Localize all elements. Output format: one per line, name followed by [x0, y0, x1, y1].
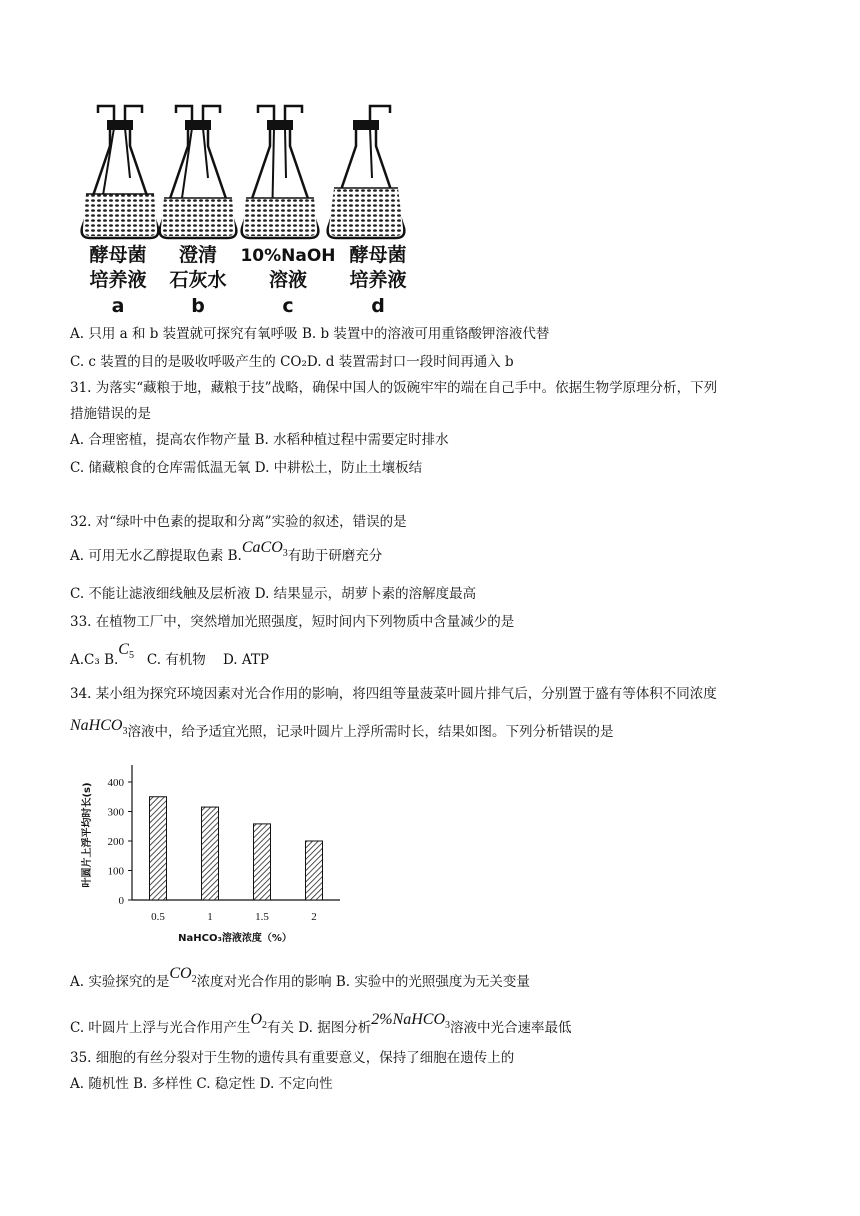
nahco3-2pct-sub: 3: [445, 1020, 450, 1032]
flask-d-letter: d: [371, 295, 385, 317]
y-axis-label: 叶圆片上浮平均时长(s): [82, 782, 93, 888]
y-tick-label: 300: [107, 806, 124, 819]
q30-options-cd: C. c 装置的目的是吸收呼吸产生的 CO₂D. d 装置需封口一段时间再通入 b: [70, 354, 514, 370]
flask-apparatus-figure: [78, 98, 418, 318]
caco3-sub: 3: [282, 548, 288, 560]
bar-1.5: [254, 824, 271, 900]
flask-a-letter: a: [111, 295, 125, 317]
bar-0.5: [150, 797, 167, 900]
flask-b-label-2: 石灰水: [169, 269, 227, 291]
q34-option-c-mid: 有关 D. 据图分析: [267, 1020, 372, 1036]
q31-options-ab: A. 合理密植，提高农作物产量 B. 水稻种植过程中需要定时排水: [70, 432, 449, 448]
q32-options-cd: C. 不能让滤液细线触及层析液 D. 结果显示，胡萝卜素的溶解度最高: [70, 586, 477, 602]
o2-base: O: [250, 1011, 262, 1028]
q33-options-cd: C. 有机物 D. ATP: [133, 652, 269, 668]
q33-option-a: A.C₃ B.: [70, 652, 119, 668]
o2-sub: 2: [262, 1020, 267, 1032]
co2-formula: [169, 965, 197, 986]
q32-options-ab: [70, 539, 383, 572]
q34-option-a-rest: 浓度对光合作用的影响 B. 实验中的光照强度为无关变量: [196, 974, 530, 990]
bar-chart: [70, 755, 370, 955]
nahco3-2pct-base: 2%NaHCO: [371, 1011, 445, 1028]
y-tick-label: 200: [107, 836, 124, 848]
flask-a: [82, 106, 159, 238]
flask-b: [160, 106, 237, 238]
q34-option-d-rest: 溶液中光合速率最低: [450, 1020, 572, 1036]
bar-1: [202, 807, 219, 900]
q33-stem: 33. 在植物工厂中，突然增加光照强度，短时间内下列物质中含量减少的是: [70, 614, 515, 630]
q32-option-a: A. 可用无水乙醇提取色素 B.: [70, 548, 242, 564]
flask-d-label-2: 培养液: [349, 269, 407, 291]
q35-options: A. 随机性 B. 多样性 C. 稳定性 D. 不定向性: [70, 1076, 333, 1092]
y-tick-label: 0: [118, 895, 124, 907]
x-tick-label: 2: [311, 911, 317, 923]
flask-a-label-2: 培养液: [89, 269, 147, 291]
q34-option-c-pre: C. 叶圆片上浮与光合作用产生: [70, 1020, 251, 1036]
o2-formula: [250, 1011, 267, 1032]
co2-base: CO: [169, 965, 192, 982]
q34-stem-line1: 34. 某小组为探究环境因素对光合作用的影响，将四组等量菠菜叶圆片排气后，分别置于盛有等体积不同浓度: [70, 686, 717, 702]
flask-b-letter: b: [191, 295, 205, 317]
bar-2: [306, 841, 323, 900]
q33-options: [70, 641, 269, 676]
flask-c: [242, 106, 319, 238]
q31-stem-line1: 31. 为落实“藏粮于地，藏粮于技”战略，确保中国人的饭碗牢牢的端在自己手中。依据生物学原理分析，下列: [70, 380, 718, 396]
caco3-base: CaCO: [241, 539, 283, 556]
y-tick-label: 400: [107, 777, 124, 789]
q31-options-cd: C. 储藏粮食的仓库需低温无氧 D. 中耕松土，防止土壤板结: [70, 460, 423, 476]
q34-option-a-pre: A. 实验探究的是: [70, 974, 170, 990]
x-tick-label: 1.5: [255, 911, 269, 923]
nahco3-sub: 3: [122, 726, 128, 738]
c5-formula: [118, 641, 134, 662]
nahco3-2pct-formula: [371, 1011, 450, 1032]
c5-base: C: [118, 641, 129, 658]
flask-a-label-1: 酵母菌: [89, 244, 147, 266]
flask-b-label-1: 澄清: [178, 244, 218, 266]
x-tick-label: 1: [207, 911, 213, 923]
flask-c-label-1: 10%NaOH: [240, 246, 336, 266]
q34-stem-line2: [70, 717, 614, 748]
q35-stem: 35. 细胞的有丝分裂对于生物的遗传具有重要意义，保持了细胞在遗传上的: [70, 1050, 515, 1066]
flask-c-label-2: 溶液: [268, 269, 308, 291]
co2-sub: 2: [191, 974, 197, 986]
c5-sub: 5: [128, 650, 134, 662]
q32-option-b-rest: 有助于研磨充分: [287, 548, 383, 564]
flask-d-label-1: 酵母菌: [349, 244, 407, 266]
x-axis-label: NaHCO₃溶液浓度（%）: [178, 933, 292, 944]
flask-c-letter: c: [282, 295, 294, 317]
x-tick-label: 0.5: [151, 911, 165, 923]
y-tick-label: 100: [107, 865, 124, 878]
caco3-formula: [241, 539, 288, 560]
nahco3-formula: [70, 717, 128, 738]
q32-stem: 32. 对“绿叶中色素的提取和分离”实验的叙述，错误的是: [70, 514, 407, 530]
nahco3-base: NaHCO: [70, 717, 123, 734]
q31-stem-line2: 措施错误的是: [70, 406, 151, 422]
q30-options-ab: A. 只用 a 和 b 装置就可探究有氧呼吸 B. b 装置中的溶液可用重铬酸钾溶液代替: [70, 326, 550, 342]
q34-option-cd: [70, 1011, 572, 1044]
q34-stem-line2-rest: 溶液中，给予适宜光照，记录叶圆片上浮所需时长，结果如图。下列分析错误的是: [127, 724, 614, 740]
flask-d: [328, 106, 405, 238]
q34-option-ab: [70, 965, 530, 998]
